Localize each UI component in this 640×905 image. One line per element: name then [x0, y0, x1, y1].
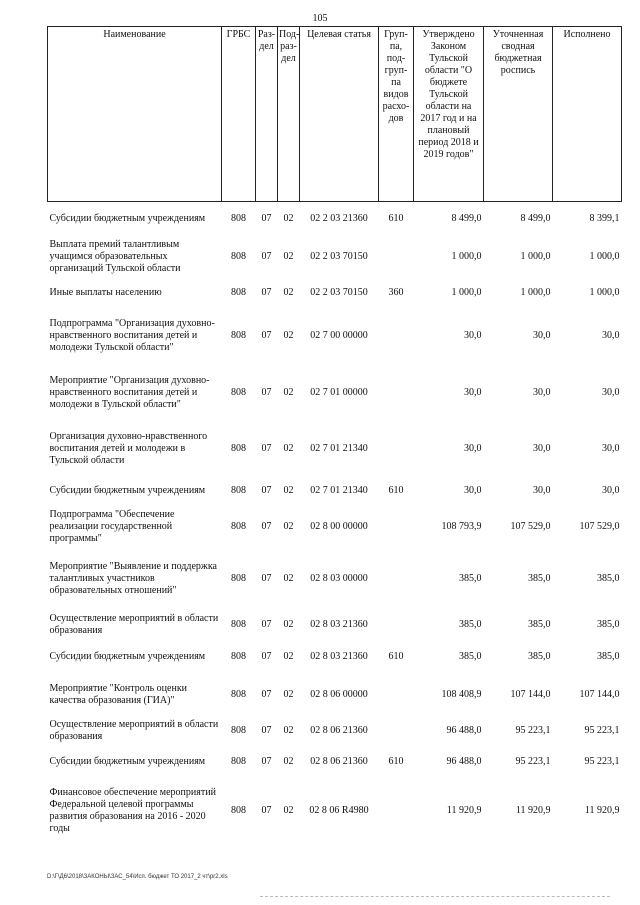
cell-group	[379, 236, 414, 278]
cell-approved: 96 488,0	[446, 755, 482, 767]
cell-target: 02 2 03 21360	[310, 212, 368, 224]
cell-target: 02 8 06 R4980	[309, 804, 369, 816]
cell-podrazdel: 02	[283, 286, 294, 298]
header-razdel: Раз-дел	[256, 27, 278, 202]
header-grbs: ГРБС	[222, 27, 256, 202]
table-row	[48, 716, 622, 746]
cell-razdel: 07	[261, 250, 272, 262]
cell-refined: 95 223,1	[515, 755, 551, 767]
cell-refined: 11 920,9	[515, 804, 551, 816]
cell-group	[379, 364, 414, 422]
cell-target: 02 7 01 21340	[310, 484, 368, 496]
header-podrazdel: Под-раз-дел	[278, 27, 300, 202]
cell-podrazdel: 02	[283, 650, 294, 662]
cell-target: 02 8 06 00000	[310, 688, 368, 700]
cell-approved: 1 000,0	[451, 286, 482, 298]
cell-name: Мероприятие "Контроль оценки качества образования (ГИА)"	[49, 682, 188, 706]
cell-approved: 108 793,9	[441, 520, 482, 532]
table-row	[48, 202, 622, 236]
table-row	[48, 674, 622, 716]
table-row	[48, 308, 622, 364]
cell-refined: 30,0	[533, 484, 551, 496]
cell-grbs: 808	[231, 484, 246, 496]
cell-target: 02 8 06 21360	[310, 724, 368, 736]
table-row	[48, 548, 622, 610]
cell-razdel: 07	[261, 484, 272, 496]
cell-podrazdel: 02	[283, 212, 294, 224]
cell-approved: 96 488,0	[446, 724, 482, 736]
cell-grbs: 808	[231, 650, 246, 662]
table-body	[48, 202, 622, 844]
cell-approved: 385,0	[459, 572, 482, 584]
table-row	[48, 422, 622, 476]
cell-approved: 30,0	[464, 484, 482, 496]
cell-name: Подпрограмма "Организация духовно-нравственного воспитания детей и молодежи Тульской области"	[49, 317, 215, 353]
cell-name: Мероприятие "Организация духовно-нравственного воспитания детей и молодежи в Тульской области"	[49, 374, 210, 410]
cell-grbs: 808	[231, 755, 246, 767]
cell-approved: 385,0	[459, 618, 482, 630]
cell-podrazdel: 02	[283, 618, 294, 630]
cell-razdel: 07	[261, 286, 272, 298]
cell-approved: 11 920,9	[446, 804, 482, 816]
cell-razdel: 07	[261, 329, 272, 341]
cell-group	[379, 308, 414, 364]
cell-name: Осуществление мероприятий в области образования	[49, 612, 219, 636]
cell-executed: 11 920,9	[584, 804, 620, 816]
table-header-row	[48, 27, 622, 202]
cell-podrazdel: 02	[283, 250, 294, 262]
cell-executed: 385,0	[597, 618, 620, 630]
cell-refined: 95 223,1	[515, 724, 551, 736]
cell-name: Организация духовно-нравственного воспитания детей и молодежи в Тульской области	[49, 430, 208, 466]
cell-name: Выплата премий талантливым учащимся образовательных организаций Тульской области	[49, 238, 181, 274]
header-target: Целевая статья	[300, 27, 379, 202]
cell-refined: 107 529,0	[510, 520, 551, 532]
cell-group: 610	[388, 212, 404, 224]
cell-refined: 1 000,0	[520, 286, 551, 298]
cell-executed: 30,0	[602, 329, 620, 341]
cell-grbs: 808	[231, 250, 246, 262]
cell-podrazdel: 02	[283, 755, 294, 767]
cell-executed: 30,0	[602, 442, 620, 454]
cell-target: 02 7 01 21340	[310, 442, 368, 454]
cell-grbs: 808	[231, 724, 246, 736]
cell-executed: 95 223,1	[584, 724, 620, 736]
table-row	[48, 278, 622, 308]
cell-grbs: 808	[231, 329, 246, 341]
cell-group	[379, 716, 414, 746]
cell-group	[379, 674, 414, 716]
cell-approved: 108 408,9	[441, 688, 482, 700]
cell-razdel: 07	[261, 724, 272, 736]
cell-group	[379, 506, 414, 548]
table-row	[48, 236, 622, 278]
cell-refined: 30,0	[533, 329, 551, 341]
cell-group: 610	[388, 650, 404, 662]
cell-executed: 385,0	[597, 650, 620, 662]
cell-refined: 1 000,0	[520, 250, 551, 262]
cell-target: 02 8 03 21360	[310, 650, 368, 662]
cell-refined: 385,0	[528, 572, 551, 584]
cell-refined: 30,0	[533, 386, 551, 398]
cell-group	[379, 422, 414, 476]
cell-grbs: 808	[231, 688, 246, 700]
cell-refined: 385,0	[528, 618, 551, 630]
cell-podrazdel: 02	[283, 442, 294, 454]
cell-razdel: 07	[261, 520, 272, 532]
header-approved: Утверждено Законом Тульской области "О бюджете Тульской области на 2017 год и на плановый период 2018 и 2019 годов"	[414, 27, 484, 202]
header-refined: Уточненная сводная бюджетная роспись	[484, 27, 553, 202]
cell-target: 02 8 00 00000	[310, 520, 368, 532]
cell-refined: 8 499,0	[520, 212, 551, 224]
cell-name: Подпрограмма "Обеспечение реализации государственной программы"	[49, 508, 175, 544]
cell-executed: 1 000,0	[589, 250, 620, 262]
cell-group: 610	[388, 755, 404, 767]
cell-grbs: 808	[231, 520, 246, 532]
cell-razdel: 07	[261, 688, 272, 700]
cell-approved: 8 499,0	[451, 212, 482, 224]
cell-podrazdel: 02	[283, 804, 294, 816]
cell-name: Субсидии бюджетным учреждениям	[49, 755, 206, 767]
cell-podrazdel: 02	[283, 329, 294, 341]
header-name: Наименование	[48, 27, 222, 202]
cell-approved: 30,0	[464, 442, 482, 454]
cell-approved: 30,0	[464, 329, 482, 341]
cell-executed: 107 144,0	[579, 688, 620, 700]
cell-grbs: 808	[231, 386, 246, 398]
cell-podrazdel: 02	[283, 688, 294, 700]
cell-executed: 30,0	[602, 484, 620, 496]
header-group: Груп-па, под-груп-па видов расхо-дов	[379, 27, 414, 202]
cell-executed: 1 000,0	[589, 286, 620, 298]
cell-razdel: 07	[261, 572, 272, 584]
cell-podrazdel: 02	[283, 724, 294, 736]
cell-razdel: 07	[261, 755, 272, 767]
cell-target: 02 2 03 70150	[310, 286, 368, 298]
cell-grbs: 808	[231, 804, 246, 816]
cell-razdel: 07	[261, 212, 272, 224]
cell-group	[379, 610, 414, 640]
cell-refined: 30,0	[533, 442, 551, 454]
cell-razdel: 07	[261, 650, 272, 662]
cell-approved: 1 000,0	[451, 250, 482, 262]
cell-group: 360	[388, 286, 404, 298]
cell-podrazdel: 02	[283, 386, 294, 398]
table-row	[48, 364, 622, 422]
cell-target: 02 2 03 70150	[310, 250, 368, 262]
cell-grbs: 808	[231, 442, 246, 454]
cell-target: 02 8 03 21360	[310, 618, 368, 630]
cell-group	[379, 778, 414, 844]
cell-executed: 8 399,1	[589, 212, 620, 224]
cell-name: Субсидии бюджетным учреждениям	[49, 484, 206, 496]
footer-divider	[260, 896, 610, 897]
cell-grbs: 808	[231, 618, 246, 630]
table-row	[48, 610, 622, 640]
cell-target: 02 7 00 00000	[310, 329, 368, 341]
cell-grbs: 808	[231, 212, 246, 224]
cell-razdel: 07	[261, 386, 272, 398]
cell-name: Иные выплаты населению	[49, 286, 162, 298]
cell-razdel: 07	[261, 804, 272, 816]
cell-name: Субсидии бюджетным учреждениям	[49, 650, 206, 662]
table-row	[48, 778, 622, 844]
cell-razdel: 07	[261, 618, 272, 630]
table-row	[48, 506, 622, 548]
cell-target: 02 7 01 00000	[310, 386, 368, 398]
cell-executed: 107 529,0	[579, 520, 620, 532]
cell-name: Субсидии бюджетным учреждениям	[49, 212, 206, 224]
table-row	[48, 476, 622, 506]
page-number: 105	[312, 13, 328, 24]
cell-group: 610	[388, 484, 404, 496]
cell-executed: 95 223,1	[584, 755, 620, 767]
cell-podrazdel: 02	[283, 484, 294, 496]
cell-refined: 107 144,0	[510, 688, 551, 700]
cell-razdel: 07	[261, 442, 272, 454]
header-executed: Исполнено	[553, 27, 622, 202]
budget-table	[47, 26, 622, 844]
cell-name: Финансовое обеспечение мероприятий Федеральной целевой программы развития образования на 2016 - 2020 годы	[49, 786, 216, 834]
cell-grbs: 808	[231, 286, 246, 298]
cell-name: Мероприятие "Выявление и поддержка талантливых участников образовательных отношений"	[49, 560, 217, 596]
cell-podrazdel: 02	[283, 572, 294, 584]
table-row	[48, 640, 622, 674]
cell-name: Осуществление мероприятий в области образования	[49, 718, 219, 742]
cell-grbs: 808	[231, 572, 246, 584]
cell-group	[379, 548, 414, 610]
cell-target: 02 8 03 00000	[310, 572, 368, 584]
file-path-footer: D:\Г\Д6\2018\ЗАКОНЫ\ЗАС_54\Исп. бюджет ТО 2017_2 чт\pr2.xls	[47, 874, 228, 880]
cell-executed: 385,0	[597, 572, 620, 584]
cell-podrazdel: 02	[283, 520, 294, 532]
cell-approved: 385,0	[459, 650, 482, 662]
table-row	[48, 746, 622, 778]
cell-refined: 385,0	[528, 650, 551, 662]
cell-target: 02 8 06 21360	[310, 755, 368, 767]
cell-approved: 30,0	[464, 386, 482, 398]
cell-executed: 30,0	[602, 386, 620, 398]
